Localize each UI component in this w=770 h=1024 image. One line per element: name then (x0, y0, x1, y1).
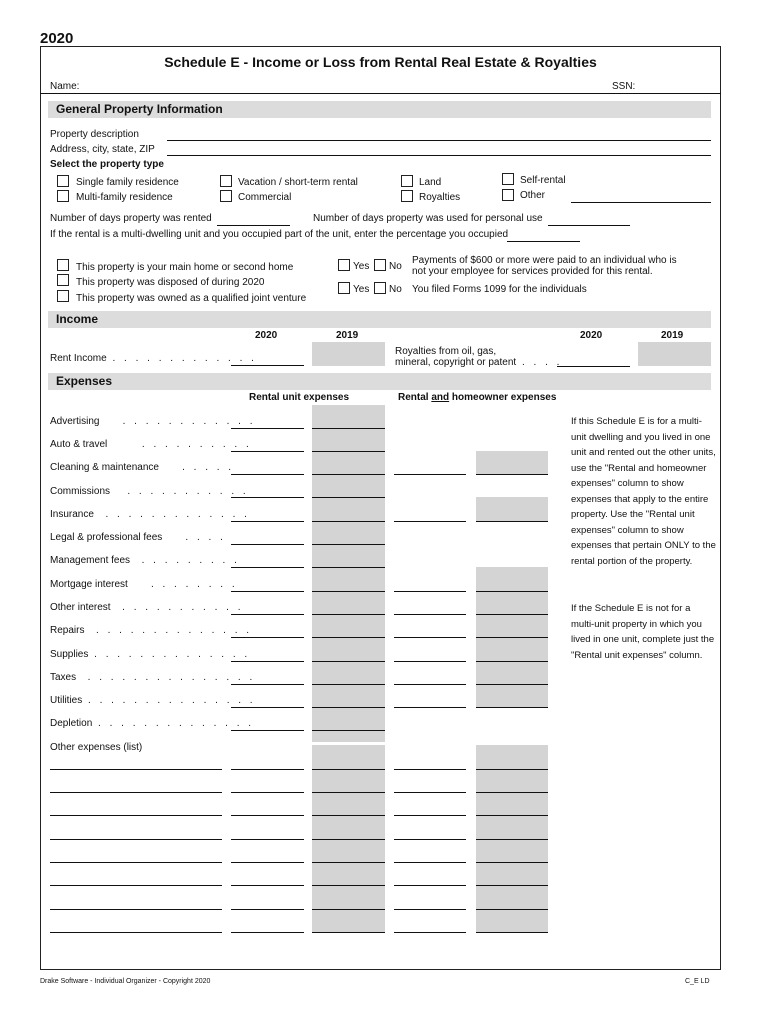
name-underline (40, 93, 721, 94)
payments-text-line1: Payments of $600 or more were paid to an individual who is (412, 255, 677, 266)
main-home-checkbox[interactable] (57, 259, 69, 271)
other-expense-desc-field[interactable] (50, 862, 222, 863)
expense-mortgage-label: Mortgage interest (50, 579, 128, 590)
single-family-label: Single family residence (76, 177, 179, 188)
rental-unit-2019-field[interactable] (312, 661, 385, 662)
expense-cleaning-label: Cleaning & maintenance (50, 462, 159, 473)
royalties-income-text: mineral, copyright or patent (395, 357, 517, 368)
vacation-checkbox[interactable] (220, 175, 232, 187)
rental-unit-2019-column (312, 405, 385, 742)
rental-unit-2020-field[interactable] (231, 684, 304, 685)
rental-unit-2019-field[interactable] (312, 684, 385, 685)
other-home-2019-field[interactable] (476, 909, 548, 910)
rental-unit-header: Rental unit expenses (249, 392, 350, 403)
other-expense-2020-field[interactable] (231, 932, 304, 933)
other-home-2020-field[interactable] (394, 769, 466, 770)
rental-home-2019-field[interactable] (476, 707, 548, 708)
rental-unit-2020-field[interactable] (231, 661, 304, 662)
other-home-2020-field[interactable] (394, 909, 466, 910)
other-expense-2019-field[interactable] (312, 885, 385, 886)
rental-home-2020-field[interactable] (394, 684, 466, 685)
commercial-label: Commercial (238, 192, 292, 203)
expense-row-repairs: Repairs . . . . . . . . . . . . . . (50, 625, 253, 636)
other-expense-2019-field[interactable] (312, 815, 385, 816)
other-home-2019-field[interactable] (476, 839, 548, 840)
rental-unit-2019-field[interactable] (312, 428, 385, 429)
expense-row-mortgage: Mortgage interest . . . . . . . . (50, 579, 238, 590)
rental-home-2019-field[interactable] (476, 591, 548, 592)
rental-home-2019-field[interactable] (476, 661, 548, 662)
royalties-2019-field[interactable] (638, 342, 711, 366)
forms-1099-no-checkbox[interactable] (374, 282, 386, 294)
other-expense-desc-field[interactable] (50, 792, 222, 793)
other-home-2020-field[interactable] (394, 885, 466, 886)
land-label: Land (419, 177, 442, 188)
forms-1099-label: You filed Forms 1099 for the individuals (412, 284, 587, 295)
other-home-2019-field[interactable] (476, 769, 548, 770)
address-field[interactable] (167, 155, 711, 156)
rental-and-home-header (398, 392, 556, 404)
expense-advertising-label: Advertising (50, 416, 100, 427)
self-rental-label: Self-rental (520, 175, 566, 186)
forms-1099-yes-checkbox[interactable] (338, 282, 350, 294)
expense-row-supplies: Supplies . . . . . . . . . . . . . . (50, 649, 251, 660)
payments-yes-label: Yes (353, 261, 370, 272)
rent-income-label: Rent Income . . . . . . . . . . . . . (50, 353, 257, 364)
other-home-2019-field[interactable] (476, 792, 548, 793)
other-expense-2019-field[interactable] (312, 769, 385, 770)
rent-income-2019-field[interactable] (312, 342, 385, 366)
other-expense-2020-field[interactable] (231, 862, 304, 863)
expense-repairs-label: Repairs (50, 625, 85, 636)
multi-dwelling-label: If the rental is a multi-dwelling unit and you occupied part of the unit, enter the percentage you occupied (50, 229, 509, 240)
percentage-occupied-field[interactable] (507, 241, 580, 242)
form-title: Schedule E - Income or Loss from Rental Real Estate & Royalties (164, 54, 597, 70)
year-heading: 2020 (40, 30, 74, 47)
other-home-2020-field[interactable] (394, 792, 466, 793)
other-home-2019-field[interactable] (476, 815, 548, 816)
other-home-2019-field[interactable] (476, 932, 548, 933)
days-rented-field[interactable] (217, 225, 290, 226)
multi-family-label: Multi-family residence (76, 192, 173, 203)
rental-home-2019-box-2 (476, 497, 548, 521)
rental-unit-2020-field[interactable] (231, 451, 304, 452)
expense-utilities-label: Utilities (50, 695, 83, 706)
other-expense-2019-field[interactable] (312, 909, 385, 910)
main-home-label: This property is your main home or second home (76, 262, 294, 273)
payments-yes-checkbox[interactable] (338, 259, 350, 271)
rental-unit-2020-field[interactable] (231, 591, 304, 592)
income-col-2019-right: 2019 (661, 330, 684, 341)
name-label: Name: (50, 81, 80, 92)
rental-unit-2019-field[interactable] (312, 474, 385, 475)
rental-home-2020-field[interactable] (394, 707, 466, 708)
royalties-income-line1: Royalties from oil, gas, (395, 346, 497, 357)
other-expense-desc-field[interactable] (50, 839, 222, 840)
property-description-field[interactable] (167, 140, 711, 141)
days-personal-field[interactable] (548, 225, 630, 226)
section-income-heading: Income (48, 311, 711, 328)
other-expense-2019-field[interactable] (312, 839, 385, 840)
rental-home-2019-field[interactable] (476, 521, 548, 522)
rental-unit-2019-field[interactable] (312, 730, 385, 731)
commercial-checkbox[interactable] (220, 190, 232, 202)
qjv-checkbox[interactable] (57, 290, 69, 302)
multi-family-checkbox[interactable] (57, 190, 69, 202)
other-expense-desc-field[interactable] (50, 769, 222, 770)
other-expense-desc-field[interactable] (50, 815, 222, 816)
other-expenses-label: Other expenses (list) (50, 742, 143, 753)
rental-home-2019-field[interactable] (476, 614, 548, 615)
other-home-2020-field[interactable] (394, 932, 466, 933)
multi-unit-note: If this Schedule E is for a multi-unit dwelling and you lived in one unit and rented out the other units, use the "Rental and homeowner expenses" column to show expenses that apply to the entire property. Use the "Rental unit expenses" column to show expenses that pertain ONLY to the rental portion of the property. (571, 416, 716, 567)
other-home-2019-field[interactable] (476, 862, 548, 863)
expense-row-legal: Legal & professional fees . . . . (50, 532, 226, 543)
footer-copyright: Drake Software - Individual Organizer - Copyright 2020 (40, 978, 211, 985)
expense-auto-label: Auto & travel (50, 439, 108, 450)
other-home-2020-field[interactable] (394, 862, 466, 863)
payments-no-label: No (389, 261, 402, 272)
footer-form-code: C_E LD (685, 978, 710, 985)
rental-unit-2019-field[interactable] (312, 637, 385, 638)
rental-unit-2019-field[interactable] (312, 707, 385, 708)
expense-row-depletion: Depletion . . . . . . . . . . . . . . (50, 718, 255, 729)
select-type-label: Select the property type (50, 159, 164, 170)
rental-unit-2020-field[interactable] (231, 497, 304, 498)
single-family-checkbox[interactable] (57, 175, 69, 187)
rental-unit-2020-field[interactable] (231, 428, 304, 429)
rental-home-2020-field[interactable] (394, 591, 466, 592)
self-rental-checkbox[interactable] (502, 173, 514, 185)
rental-unit-2020-field[interactable] (231, 707, 304, 708)
address-label: Address, city, state, ZIP (50, 144, 155, 155)
other-expense-2019-field[interactable] (312, 862, 385, 863)
other-expense-2020-field[interactable] (231, 769, 304, 770)
land-checkbox[interactable] (401, 175, 413, 187)
other-expense-desc-field[interactable] (50, 932, 222, 933)
rental-home-2020-field[interactable] (394, 474, 466, 475)
other-expense-2020-field[interactable] (231, 792, 304, 793)
expense-row-utilities: Utilities . . . . . . . . . . . . . . . (50, 695, 256, 706)
rent-income-text: Rent Income (50, 353, 107, 364)
other-type-label: Other (520, 190, 546, 201)
vacation-label: Vacation / short-term rental (238, 177, 358, 188)
rental-unit-2019-field[interactable] (312, 451, 385, 452)
rental-unit-2019-field[interactable] (312, 614, 385, 615)
section-general-heading: General Property Information (48, 101, 711, 118)
expense-management-label: Management fees (50, 555, 131, 566)
rental-unit-2020-field[interactable] (231, 544, 304, 545)
rental-home-2020-field[interactable] (394, 637, 466, 638)
rental-home-2020-field[interactable] (394, 614, 466, 615)
rental-home-2019-box-1 (476, 451, 548, 475)
expense-row-insurance: Insurance . . . . . . . . . . . . . (50, 509, 250, 520)
expense-row-auto: Auto & travel . . . . . . . . . . (50, 439, 252, 450)
other-expense-2020-field[interactable] (231, 815, 304, 816)
expense-row-advertising: Advertising . . . . . . . . . . . . (50, 416, 256, 427)
income-col-2019-left: 2019 (336, 330, 359, 341)
rental-unit-2019-field[interactable] (312, 544, 385, 545)
royalties-checkbox[interactable] (401, 190, 413, 202)
payments-text-line2: not your employee for services provided for this rental. (412, 266, 653, 277)
disposed-label: This property was disposed of during 2020 (76, 277, 265, 288)
other-expense-2019-field[interactable] (312, 932, 385, 933)
rental-home-2020-field[interactable] (394, 521, 466, 522)
ssn-label: SSN: (612, 81, 636, 92)
rental-unit-2020-field[interactable] (231, 567, 304, 568)
other-expense-desc-field[interactable] (50, 909, 222, 910)
rental-home-2019-field[interactable] (476, 684, 548, 685)
days-personal-label: Number of days property was used for personal use (313, 213, 543, 224)
rental-unit-2019-field[interactable] (312, 497, 385, 498)
rental-home-2019-field[interactable] (476, 637, 548, 638)
property-description-label: Property description (50, 129, 139, 140)
expense-other-interest-label: Other interest (50, 602, 111, 613)
rental-unit-2019-field[interactable] (312, 591, 385, 592)
other-expense-2019-field[interactable] (312, 792, 385, 793)
single-unit-note: If the Schedule E is not for a multi-unit property in which you lived in one unit, complete just the "Rental unit expenses" column. (571, 603, 715, 661)
other-home-2019-field[interactable] (476, 885, 548, 886)
disposed-checkbox[interactable] (57, 274, 69, 286)
section-expenses-heading: Expenses (48, 373, 711, 390)
days-rented-label: Number of days property was rented (50, 213, 212, 224)
royalties-label: Royalties (419, 192, 461, 203)
other-expense-2020-field[interactable] (231, 885, 304, 886)
royalties-2020-field[interactable] (557, 366, 630, 367)
royalties-income-line2: mineral, copyright or patent . . . . (395, 357, 563, 368)
qjv-label: This property was owned as a qualified joint venture (76, 293, 307, 304)
rental-unit-2020-field[interactable] (231, 637, 304, 638)
rental-and-home-pre: Rental (398, 392, 432, 403)
expense-row-commissions: Commissions . . . . . . . . . . . (50, 486, 249, 497)
rent-income-2020-field[interactable] (231, 365, 304, 366)
expense-row-taxes: Taxes . . . . . . . . . . . . . . . (50, 672, 256, 683)
expense-commissions-label: Commissions (50, 486, 111, 497)
rental-and-home-and: and (431, 392, 450, 403)
expense-depletion-label: Depletion (50, 718, 93, 729)
income-col-2020-right: 2020 (580, 330, 603, 341)
forms-1099-yes-label: Yes (353, 284, 370, 295)
expense-taxes-label: Taxes (50, 672, 77, 683)
rental-and-home-post: homeowner expenses (449, 392, 557, 403)
other-expense-desc-field[interactable] (50, 885, 222, 886)
expense-row-cleaning: Cleaning & maintenance . . . . . (50, 462, 235, 473)
expense-row-other-interest: Other interest . . . . . . . . . . . (50, 602, 244, 613)
expense-row-management: Management fees . . . . . . . . . (50, 555, 240, 566)
expense-legal-label: Legal & professional fees (50, 532, 163, 543)
rental-unit-2020-field[interactable] (231, 521, 304, 522)
rental-home-2020-field[interactable] (394, 661, 466, 662)
rental-unit-2020-field[interactable] (231, 730, 304, 731)
other-type-field[interactable] (571, 202, 711, 203)
payments-no-checkbox[interactable] (374, 259, 386, 271)
expense-supplies-label: Supplies (50, 649, 89, 660)
other-type-checkbox[interactable] (502, 189, 514, 201)
forms-1099-no-label: No (389, 284, 402, 295)
other-expense-2020-field[interactable] (231, 909, 304, 910)
other-home-2020-field[interactable] (394, 839, 466, 840)
rental-unit-2020-field[interactable] (231, 474, 304, 475)
rental-unit-2019-field[interactable] (312, 567, 385, 568)
other-expense-2020-field[interactable] (231, 839, 304, 840)
rental-unit-2019-field[interactable] (312, 521, 385, 522)
expense-insurance-label: Insurance (50, 509, 94, 520)
income-col-2020-left: 2020 (255, 330, 278, 341)
other-home-2020-field[interactable] (394, 815, 466, 816)
rental-unit-2020-field[interactable] (231, 614, 304, 615)
rental-home-2019-field[interactable] (476, 474, 548, 475)
